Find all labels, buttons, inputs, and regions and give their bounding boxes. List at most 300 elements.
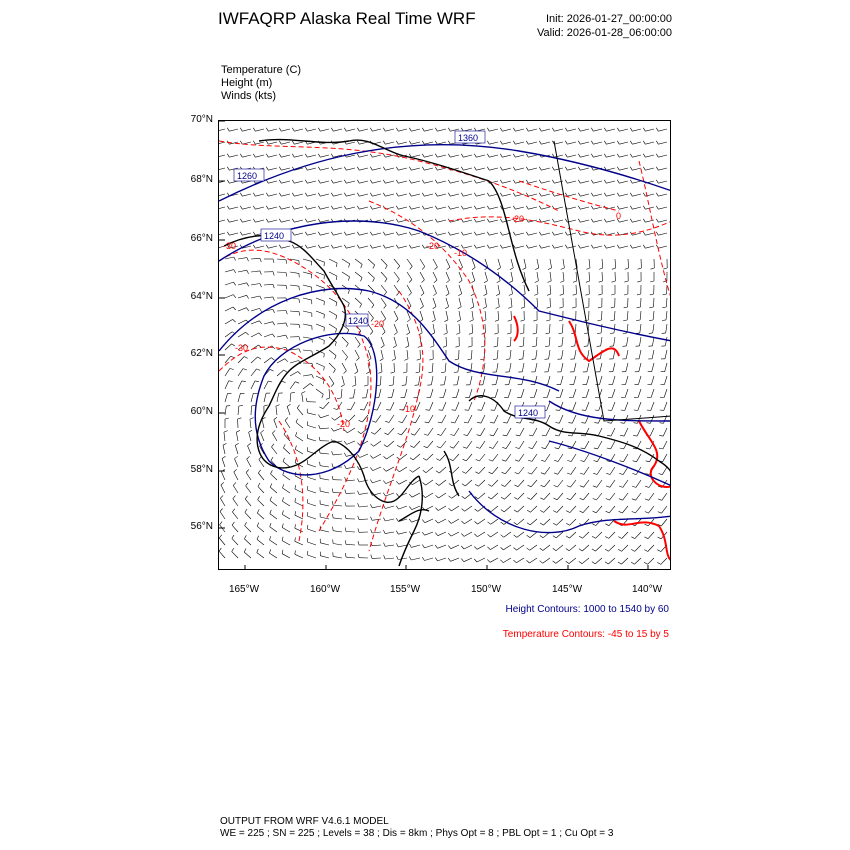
- wind-barb-flag: [411, 434, 415, 436]
- wind-barb: [295, 515, 303, 519]
- wind-barb: [394, 337, 397, 346]
- temperature-contours-solid: [514, 316, 671, 561]
- wind-barb: [517, 506, 524, 512]
- wind-barb: [483, 376, 485, 385]
- wind-barb: [649, 493, 654, 500]
- wind-barb: [575, 324, 576, 333]
- wind-barb: [372, 155, 381, 157]
- wind-barb: [303, 259, 312, 261]
- wind-barb-flag: [396, 292, 399, 295]
- wind-barb: [641, 298, 642, 307]
- wind-barb-flag: [266, 128, 268, 131]
- wind-barb: [245, 526, 251, 532]
- wind-barb-flag: [514, 560, 517, 563]
- wind-barb: [440, 454, 446, 461]
- wind-barb: [494, 428, 499, 436]
- wind-barb-flag: [331, 245, 333, 248]
- wind-barb-flag: [539, 167, 541, 170]
- wind-barb-flag: [535, 281, 539, 283]
- wind-barb: [264, 381, 268, 389]
- wind-barb-flag: [636, 320, 640, 321]
- wind-barb: [554, 129, 563, 131]
- wind-barb: [251, 284, 260, 286]
- wind-barb: [446, 272, 450, 280]
- wind-barb: [412, 493, 420, 497]
- wind-barb-flag: [484, 281, 488, 283]
- wind-barb-flag: [526, 206, 528, 209]
- wind-barb-flag: [526, 167, 528, 170]
- wind-barb-flag: [540, 548, 543, 550]
- wind-barb: [626, 376, 629, 385]
- wind-barb-flag: [619, 473, 623, 474]
- wind-barb: [233, 485, 238, 493]
- wind-barb-flag: [223, 443, 227, 445]
- wind-barb-flag: [271, 470, 273, 474]
- wind-barb-flag: [513, 154, 515, 157]
- wind-barb: [372, 181, 381, 183]
- wind-barb: [485, 272, 488, 281]
- lon-label: 165°W: [228, 584, 260, 595]
- wind-barb: [242, 194, 251, 196]
- wind-barb: [329, 259, 337, 263]
- wind-barb: [372, 233, 381, 235]
- wind-barb-flag: [662, 307, 666, 308]
- wind-barb-flag: [360, 409, 364, 410]
- wind-barb-flag: [500, 141, 502, 144]
- wind-barb-flag: [296, 419, 298, 423]
- wind-barb-flag: [606, 486, 610, 487]
- wind-barb-flag: [397, 279, 399, 282]
- wind-barb-flag: [332, 463, 333, 467]
- wind-barb-flag: [598, 294, 602, 295]
- wind-barb: [381, 376, 382, 385]
- wind-barb-flag: [463, 459, 467, 461]
- wind-barb: [219, 220, 225, 222]
- wind-barb-flag: [507, 346, 511, 347]
- wind-barb: [463, 168, 472, 170]
- wind-barb-flag: [318, 206, 320, 209]
- wind-barb: [373, 467, 381, 471]
- wind-barb: [463, 155, 472, 157]
- wind-barb-flag: [581, 423, 585, 424]
- wind-barb: [658, 194, 667, 196]
- wind-barb: [626, 363, 628, 372]
- wind-barb: [658, 155, 667, 157]
- wind-barb: [476, 207, 485, 209]
- wind-barb: [457, 376, 459, 385]
- wind-barb-flag: [396, 206, 398, 209]
- wind-barb-flag: [630, 193, 632, 196]
- footer-config: WE = 225 ; SN = 225 ; Levels = 38 ; Dis = 8km ; Phys Opt = 8 ; PBL Opt = 1 ; Cu Opt = 3: [220, 828, 614, 839]
- wind-barb: [376, 415, 381, 422]
- wind-barb: [450, 181, 459, 183]
- wind-barb: [281, 168, 290, 170]
- wind-barb: [320, 233, 329, 235]
- wind-barb: [394, 272, 399, 279]
- wind-barb: [472, 324, 473, 333]
- wind-barb-flag: [443, 346, 447, 347]
- wind-barb: [663, 441, 667, 449]
- wind-barb: [258, 486, 264, 493]
- wind-barb-flag: [508, 307, 512, 309]
- wind-barb-flag: [630, 154, 632, 157]
- wind-barb: [259, 460, 264, 467]
- wind-barb: [666, 298, 667, 307]
- wind-barb: [251, 321, 259, 324]
- wind-barb: [556, 558, 563, 563]
- wind-barb: [433, 259, 437, 267]
- wind-barb: [571, 480, 577, 487]
- wind-barb: [359, 519, 368, 520]
- wind-barb-flag: [515, 460, 519, 461]
- wind-barb-flag: [474, 219, 476, 222]
- wind-barb-flag: [592, 549, 595, 551]
- wind-barb: [613, 363, 615, 372]
- wind-barb: [648, 558, 654, 564]
- wind-barb-flag: [233, 295, 236, 298]
- wind-barb-flag: [240, 154, 242, 157]
- wind-barb-flag: [643, 141, 645, 144]
- wind-barb: [424, 181, 433, 183]
- wind-barb: [477, 532, 485, 537]
- wind-barb-flag: [272, 444, 275, 447]
- wind-barb: [502, 246, 511, 248]
- wind-barb: [570, 519, 576, 525]
- wind-barb-flag: [637, 294, 641, 295]
- wind-barb: [443, 402, 447, 410]
- wind-barb-flag: [345, 357, 347, 360]
- wind-barb-flag: [297, 405, 299, 408]
- wind-barb-flag: [299, 349, 301, 353]
- wind-barb-flag: [528, 485, 532, 487]
- wind-barb-flag: [286, 311, 287, 315]
- wind-barb-flag: [617, 167, 619, 170]
- wind-barb-flag: [467, 372, 471, 373]
- wind-barb-flag: [565, 232, 567, 235]
- temperature-contour-label: 0: [616, 211, 622, 221]
- wind-barb: [532, 454, 537, 461]
- wind-barb: [451, 506, 459, 511]
- wind-barb: [333, 505, 342, 506]
- wind-barb: [519, 441, 524, 449]
- wind-barb: [219, 194, 225, 196]
- wind-barb-flag: [649, 307, 653, 308]
- wind-barb: [387, 454, 395, 459]
- wind-barb-flag: [552, 219, 554, 222]
- wind-barb: [385, 194, 394, 196]
- wind-barb: [476, 220, 485, 222]
- wind-barb-flag: [271, 457, 273, 460]
- wind-barb: [479, 454, 485, 461]
- wind-barb: [346, 129, 355, 131]
- wind-barb: [295, 541, 303, 545]
- wind-barb-flag: [370, 467, 372, 470]
- wind-barb: [665, 337, 667, 346]
- wind-barb-flag: [619, 486, 623, 487]
- wind-barb-flag: [292, 128, 294, 131]
- wind-barb: [320, 453, 329, 454]
- wind-barb: [658, 168, 667, 170]
- wind-barb: [593, 220, 602, 222]
- wind-barb: [287, 407, 290, 416]
- wind-barb-flag: [424, 434, 428, 435]
- wind-barb-flag: [624, 307, 628, 308]
- wind-barb: [424, 558, 433, 561]
- wind-barb: [219, 551, 225, 558]
- wind-barb: [532, 467, 538, 474]
- wind-barb-flag: [221, 482, 224, 485]
- wind-barb-flag: [383, 180, 385, 183]
- wind-barb: [597, 454, 602, 462]
- wind-barb-flag: [391, 372, 395, 373]
- wind-barb-flag: [568, 448, 572, 449]
- wind-barb-flag: [257, 549, 259, 553]
- wind-barb-flag: [357, 128, 359, 131]
- wind-barb: [290, 393, 291, 402]
- wind-barb: [446, 259, 450, 267]
- temperature-contour-label: -20: [426, 241, 440, 251]
- wind-barb: [459, 285, 462, 294]
- wind-barb: [554, 246, 563, 248]
- axis-ticks: [219, 121, 648, 570]
- wind-barb-flag: [421, 293, 424, 296]
- wind-barb: [416, 402, 420, 410]
- wind-barb-flag: [383, 245, 385, 248]
- wind-barb: [458, 363, 459, 372]
- wind-barb-flag: [578, 180, 580, 183]
- wind-barb: [274, 420, 277, 428]
- wind-barb: [596, 493, 602, 500]
- wind-barb: [608, 558, 615, 564]
- wind-barb: [637, 428, 641, 436]
- wind-barb-flag: [270, 510, 272, 514]
- wind-barb-flag: [546, 333, 550, 334]
- wind-barb: [569, 532, 576, 538]
- wind-barb-flag: [554, 460, 558, 461]
- wind-barb-flag: [318, 415, 320, 418]
- wind-barb-flag: [566, 549, 569, 551]
- wind-barb: [233, 499, 238, 506]
- map-panel: [218, 120, 671, 570]
- wind-barb: [589, 311, 590, 320]
- wind-barb: [333, 246, 342, 248]
- wind-barb-flag: [286, 323, 288, 327]
- wind-barb-flag: [662, 320, 666, 321]
- wind-barb-flag: [273, 309, 275, 313]
- wind-barb-flag: [331, 193, 333, 196]
- wind-barb: [661, 519, 667, 526]
- wind-barb: [528, 194, 537, 196]
- wind-barb: [528, 181, 537, 183]
- wind-barb: [295, 554, 303, 558]
- wind-barb: [572, 428, 576, 436]
- wind-barb: [508, 402, 511, 410]
- wind-barb: [624, 428, 628, 436]
- wind-barb: [606, 168, 615, 170]
- wind-barb: [355, 337, 360, 344]
- wind-barb: [248, 446, 252, 454]
- wind-barb-flag: [233, 482, 236, 485]
- wind-barb-flag: [559, 333, 563, 334]
- wind-barb-flag: [396, 306, 399, 309]
- wind-barb-flag: [605, 537, 609, 539]
- wind-barb-flag: [461, 206, 463, 209]
- wind-barb: [537, 259, 539, 268]
- wind-barb: [574, 363, 576, 372]
- wind-barb-flag: [282, 381, 286, 382]
- wind-barb: [359, 168, 368, 170]
- wind-barb-flag: [540, 561, 543, 564]
- wind-barb-flag: [410, 446, 414, 448]
- wind-barb: [489, 246, 498, 248]
- wind-barb: [373, 480, 382, 483]
- wind-barb: [333, 129, 342, 131]
- wind-barb: [342, 285, 349, 290]
- wind-barb-flag: [519, 346, 523, 347]
- wind-barb: [431, 376, 433, 385]
- wind-barb: [277, 272, 286, 273]
- wind-barb-flag: [436, 495, 439, 498]
- wind-barb-flag: [232, 535, 234, 538]
- wind-barb-flag: [561, 268, 565, 270]
- wind-barb: [522, 363, 524, 372]
- wind-barb-flag: [643, 232, 645, 235]
- wind-barb: [593, 194, 602, 196]
- wind-barb-flag: [631, 549, 635, 551]
- wind-barb-flag: [238, 418, 242, 419]
- wind-barb: [530, 558, 538, 563]
- wind-barb-flag: [555, 448, 559, 449]
- wind-barb: [567, 181, 576, 183]
- wind-barb-flag: [496, 294, 500, 296]
- wind-barb: [264, 334, 272, 337]
- wind-barb-flag: [532, 346, 536, 347]
- wind-barb: [242, 220, 251, 222]
- wind-barb-flag: [383, 481, 385, 484]
- wind-barb: [511, 259, 513, 268]
- wind-barb-flag: [579, 549, 582, 551]
- wind-barb: [398, 207, 407, 209]
- wind-barb: [219, 233, 225, 235]
- wind-barb-flag: [528, 460, 532, 461]
- wind-barb-flag: [422, 206, 424, 209]
- wind-barb: [225, 319, 233, 324]
- wind-barb: [411, 246, 420, 248]
- wind-barb-flag: [565, 219, 567, 222]
- wind-barb: [251, 296, 260, 298]
- wind-barb-flag: [660, 423, 664, 424]
- wind-barb: [570, 506, 576, 513]
- wind-barb: [294, 181, 303, 183]
- wind-barb-flag: [383, 219, 385, 222]
- wind-barb-flag: [568, 435, 572, 436]
- wind-barb: [425, 493, 433, 498]
- wind-barb-flag: [234, 282, 236, 285]
- wind-barb-flag: [385, 279, 387, 282]
- wind-barb: [271, 474, 278, 480]
- wind-barb-flag: [306, 398, 307, 402]
- wind-barb: [609, 506, 615, 513]
- wind-barb: [469, 402, 472, 410]
- wind-barb: [342, 337, 348, 343]
- wind-barb-flag: [370, 456, 373, 459]
- wind-barb: [438, 545, 446, 548]
- wind-barb-flag: [384, 305, 387, 308]
- wind-barb-flag: [468, 359, 472, 360]
- wind-barb-flag: [370, 193, 372, 196]
- wind-barb-flag: [474, 232, 476, 235]
- wind-barb: [372, 506, 381, 508]
- wind-barb-flag: [611, 307, 615, 308]
- wind-barb-flag: [454, 372, 458, 373]
- wind-barb: [433, 298, 436, 307]
- wind-barb: [567, 207, 576, 209]
- wind-barb-flag: [361, 278, 363, 282]
- wind-barb-flag: [513, 128, 515, 131]
- wind-barb-flag: [471, 281, 474, 283]
- wind-barb: [381, 259, 387, 266]
- wind-barb-flag: [240, 206, 242, 209]
- wind-barb-flag: [282, 497, 283, 501]
- wind-barb-flag: [226, 406, 230, 407]
- wind-barb: [627, 311, 628, 320]
- wind-barb: [446, 311, 448, 320]
- wind-barb-flag: [409, 193, 411, 196]
- wind-barb-flag: [436, 471, 439, 473]
- wind-barb-flag: [658, 512, 662, 514]
- wind-barb: [320, 504, 329, 506]
- wind-barb-flag: [240, 193, 242, 196]
- wind-barb-flag: [331, 128, 333, 131]
- wind-barb: [232, 512, 238, 519]
- wind-barb: [602, 272, 603, 281]
- wind-barb-flag: [592, 536, 596, 538]
- wind-barb-flag: [445, 307, 448, 309]
- wind-barb-flag: [366, 372, 370, 374]
- wind-barb-flag: [437, 434, 441, 435]
- wind-barb: [451, 519, 459, 524]
- wind-barb-flag: [332, 418, 335, 421]
- wind-barb: [427, 454, 434, 460]
- wind-barb-flag: [333, 527, 334, 531]
- wind-barb-flag: [565, 167, 567, 170]
- wind-barb-flag: [559, 307, 563, 308]
- wind-barb: [294, 194, 303, 196]
- wind-barb-flag: [266, 245, 268, 248]
- wind-barb-flag: [385, 421, 389, 422]
- wind-barb: [541, 129, 550, 131]
- wind-barb-flag: [455, 359, 459, 360]
- wind-barb: [320, 466, 329, 467]
- wind-barb-flag: [591, 154, 593, 157]
- wind-barb: [439, 493, 447, 498]
- wind-barb: [464, 519, 472, 524]
- wind-barb-flag: [233, 319, 236, 322]
- wind-barb: [517, 519, 524, 525]
- wind-barb: [582, 558, 589, 564]
- wind-barb-flag: [529, 448, 533, 449]
- wind-barb: [511, 298, 512, 307]
- wind-barb: [355, 376, 356, 385]
- wind-barb: [541, 246, 550, 248]
- wind-barb: [398, 220, 407, 222]
- wind-barb-flag: [500, 245, 502, 248]
- wind-barb-flag: [345, 502, 346, 506]
- wind-barb: [485, 298, 487, 307]
- wind-barb-flag: [295, 511, 296, 515]
- wind-barb: [554, 233, 563, 235]
- wind-barb-flag: [219, 548, 221, 551]
